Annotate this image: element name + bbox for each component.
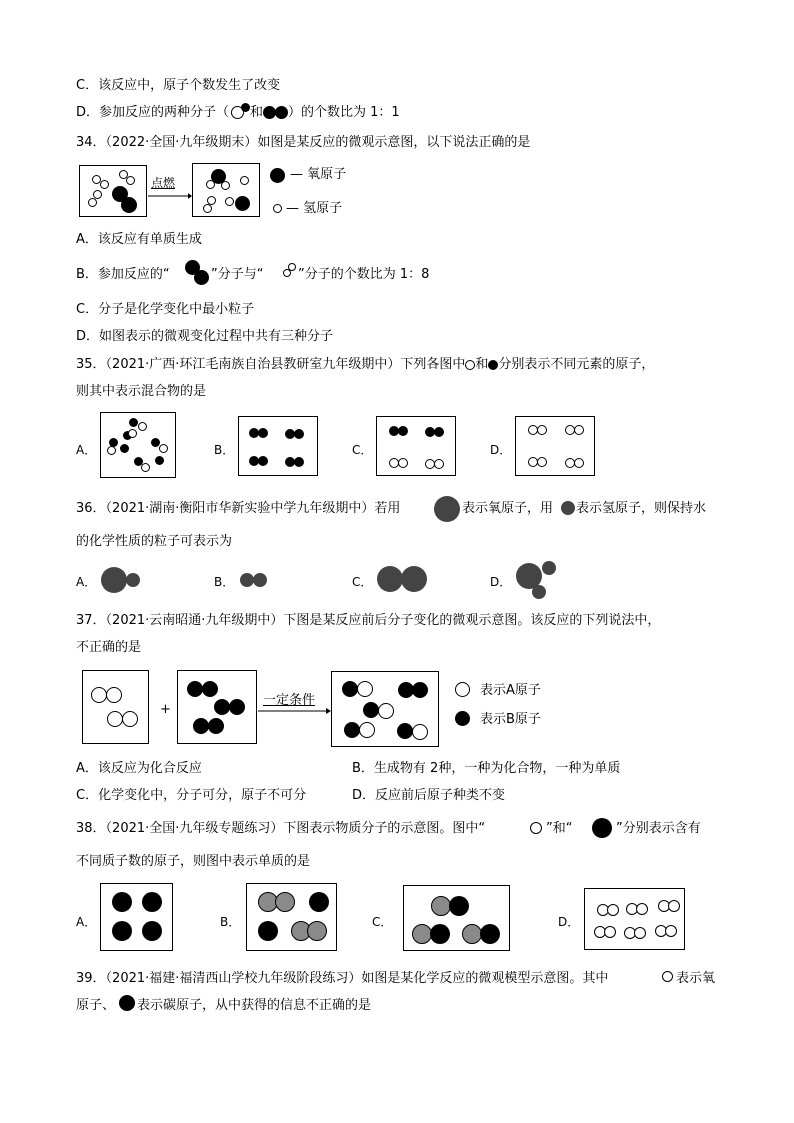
black-atom-icon <box>592 818 612 838</box>
q35-label-b: B． <box>214 443 235 457</box>
white-atom-icon <box>141 463 150 472</box>
q33-option-d <box>76 104 400 122</box>
white-atom-icon <box>465 360 475 370</box>
q37-option-a: A．该反应为化合反应 <box>76 761 202 776</box>
q38-stem-line2: 不同质子数的原子，则图中表示单质的是 <box>76 854 311 869</box>
black-atom-icon <box>121 197 137 213</box>
black-atom-icon <box>434 427 444 437</box>
q35-label-d: D． <box>490 443 512 457</box>
hydrogen-atom-icon <box>542 561 556 575</box>
white-atom-icon <box>221 181 230 190</box>
black-atom-icon <box>258 921 278 941</box>
q36-stem-line2: 的化学性质的粒子可表示为 <box>76 534 233 549</box>
white-atom-icon <box>530 822 542 834</box>
q36-label-c: C． <box>352 575 373 589</box>
white-atom-icon <box>203 204 212 213</box>
q37-reaction-arrow <box>258 707 332 715</box>
q38-option-c-box[interactable] <box>403 885 510 951</box>
carbon-atom-icon <box>119 995 135 1011</box>
q37-legend-a: 表示A原子 <box>480 683 541 698</box>
white-atom-icon <box>91 687 107 703</box>
q34-legend-hydrogen: — 氢原子 <box>286 201 343 216</box>
q35-stem-and: 和 <box>475 357 489 372</box>
white-atom-icon <box>100 180 109 189</box>
black-atom-icon <box>294 457 304 467</box>
black-atom-icon <box>294 429 304 439</box>
q35-label-c: C． <box>352 443 373 457</box>
white-atom-icon <box>574 458 584 468</box>
q35-option-c-box[interactable] <box>376 416 456 476</box>
black-atom-icon <box>488 360 498 370</box>
black-atom-icon <box>194 270 209 285</box>
q37-stem-line1: 37．（2021·云南昭通·九年级期中）下图是某反应前后分子变化的微观示意图。该反应的下列说法中， <box>76 613 661 628</box>
q36-option-b-molecule[interactable] <box>240 573 254 587</box>
q39-stem-line2: 表示碳原子，从中获得的信息不正确的是 <box>137 998 372 1013</box>
black-atom-icon <box>187 681 203 697</box>
q35-option-d-box[interactable] <box>515 416 595 476</box>
black-atom-icon <box>112 921 132 941</box>
white-atom-icon <box>607 904 619 916</box>
black-atom-icon <box>142 892 162 912</box>
oxygen-atom-icon <box>401 566 427 592</box>
black-atom-icon <box>241 103 250 112</box>
black-atom-icon <box>142 921 162 941</box>
hydrogen-atom-icon <box>253 573 267 587</box>
black-atom-icon <box>120 444 129 453</box>
q34-reactants-box <box>79 165 147 217</box>
q39-stem-line2-prefix: 原子、 <box>76 998 116 1013</box>
white-atom-icon <box>378 703 394 719</box>
gray-atom-icon <box>275 892 295 912</box>
white-atom-icon <box>668 900 680 912</box>
white-atom-icon <box>537 425 547 435</box>
white-atom-icon <box>138 422 147 431</box>
black-atom-icon <box>155 456 164 465</box>
white-atom-icon <box>359 722 375 738</box>
q34-arrow-label: 点燃 <box>151 176 176 190</box>
hydrogen-atom-icon <box>561 501 575 515</box>
black-atom-icon <box>275 106 288 119</box>
q33-option-d-suffix: ）的个数比为 1：1 <box>288 105 400 120</box>
white-atom-icon <box>240 176 249 185</box>
q38-option-d-box[interactable] <box>584 888 685 950</box>
q37-stem-line2: 不正确的是 <box>76 640 142 655</box>
white-atom-icon <box>604 926 616 938</box>
white-atom-icon <box>122 711 138 727</box>
hydrogen-atom-icon <box>126 573 140 587</box>
b-atom-legend-icon <box>455 711 470 726</box>
q34-products-box <box>192 163 260 217</box>
white-atom-icon <box>107 446 116 455</box>
q39-stem-line1: 39．（2021·福建·福清西山学校九年级阶段练习）如图是某化学反应的微观模型示意图。其中 <box>76 971 609 986</box>
q38-stem-line1: 38．（2021·全国·九年级专题练习）下图表示物质分子的示意图。图中“ <box>76 821 486 836</box>
black-atom-icon <box>412 682 428 698</box>
q37-reactant-b-box <box>177 670 257 744</box>
a-atom-legend-icon <box>455 682 470 697</box>
q35-stem-prefix: 35．（2021·广西·环江毛南族自治县教研室九年级期中）下列各图中 <box>76 357 466 372</box>
white-atom-icon <box>126 176 135 185</box>
q37-products-box <box>331 671 439 747</box>
q38-stem-mid: ”和“ <box>546 821 573 836</box>
white-atom-icon <box>206 180 215 189</box>
q38-label-d: D． <box>558 915 580 929</box>
gray-atom-icon <box>412 924 432 944</box>
white-atom-icon <box>636 903 648 915</box>
black-atom-icon <box>202 681 218 697</box>
oxygen-atom-icon <box>434 496 460 522</box>
q37-reactant-a-box <box>82 670 149 744</box>
q34-option-c: C．分子是化学变化中最小粒子 <box>76 302 255 317</box>
white-atom-icon <box>537 457 547 467</box>
q34-stem: 34．（2022·全国·九年级期末）如图是某反应的微观示意图，以下说法正确的是 <box>76 135 531 150</box>
q33-option-d-prefix: D．参加反应的两种分子（ <box>76 105 230 120</box>
q34-option-b-suffix: ”分子的个数比为 1：8 <box>298 267 430 282</box>
black-atom-icon <box>129 418 138 427</box>
q36-label-d: D． <box>490 575 512 589</box>
q38-stem-suffix: ”分别表示含有 <box>616 821 701 836</box>
black-atom-icon <box>449 896 469 916</box>
white-atom-icon <box>106 687 122 703</box>
gray-atom-icon <box>462 924 482 944</box>
black-atom-icon <box>344 722 360 738</box>
q33-option-d-and: 和 <box>250 105 264 120</box>
q36-stem-line1: 36．（2021·湖南·衡阳市华新实验中学九年级期中）若用 <box>76 501 401 516</box>
black-atom-icon <box>112 892 132 912</box>
q38-option-b-box[interactable] <box>246 883 337 951</box>
q39-stem-suffix: 表示氧 <box>676 971 716 986</box>
black-atom-icon <box>208 718 224 734</box>
oxygen-atom-icon <box>662 971 673 982</box>
white-atom-icon <box>434 459 444 469</box>
black-atom-icon <box>214 699 230 715</box>
q35-label-a: A． <box>76 443 97 457</box>
white-atom-icon <box>412 724 428 740</box>
oxygen-legend-icon <box>270 168 285 183</box>
q33-option-c: C．该反应中，原子个数发生了改变 <box>76 78 281 93</box>
q35-option-a-box[interactable] <box>100 412 176 478</box>
white-atom-icon <box>574 425 584 435</box>
black-atom-icon <box>398 426 408 436</box>
white-atom-icon <box>398 458 408 468</box>
black-atom-icon <box>258 428 268 438</box>
black-atom-icon <box>342 681 358 697</box>
q35-option-b-box[interactable] <box>238 416 318 476</box>
q37-option-d: D．反应前后原子种类不变 <box>352 788 506 803</box>
white-atom-icon <box>357 681 373 697</box>
gray-atom-icon <box>307 921 327 941</box>
white-atom-icon <box>283 269 291 277</box>
q38-option-a-box[interactable] <box>100 883 173 951</box>
q37-option-b: B．生成物有 2种，一种为化合物，一种为单质 <box>352 761 621 776</box>
white-atom-icon <box>634 927 646 939</box>
hydrogen-legend-icon <box>273 204 282 213</box>
black-atom-icon <box>309 892 329 912</box>
q36-label-b: B． <box>214 575 235 589</box>
q36-stem-suffix: 表示氢原子，则保持水 <box>576 501 707 516</box>
black-atom-icon <box>258 456 268 466</box>
q37-legend-b: 表示B原子 <box>480 712 541 727</box>
q38-label-a: A． <box>76 915 97 929</box>
q34-reaction-arrow <box>148 192 192 200</box>
white-atom-icon <box>107 711 123 727</box>
hydrogen-atom-icon <box>532 585 546 599</box>
white-atom-icon <box>88 198 97 207</box>
black-atom-icon <box>229 699 245 715</box>
q35-stem-line2: 则其中表示混合物的是 <box>76 384 207 399</box>
black-atom-icon <box>480 924 500 944</box>
white-atom-icon <box>159 444 168 453</box>
q37-arrow-label: 一定条件 <box>263 693 316 708</box>
q36-stem-mid: 表示氧原子，用 <box>462 501 554 516</box>
q34-option-d: D．如图表示的微观变化过程中共有三种分子 <box>76 329 334 344</box>
black-atom-icon <box>363 702 379 718</box>
black-atom-icon <box>235 196 250 211</box>
q34-option-b-mid: ”分子与“ <box>211 267 264 282</box>
black-atom-icon <box>397 723 413 739</box>
q35-stem-suffix: 分别表示不同元素的原子， <box>498 357 655 372</box>
white-atom-icon <box>128 429 137 438</box>
q37-option-c: C．化学变化中，分子可分，原子不可分 <box>76 788 307 803</box>
black-atom-icon <box>430 924 450 944</box>
white-atom-icon <box>225 197 234 206</box>
q36-label-a: A． <box>76 575 97 589</box>
gray-atom-icon <box>431 896 451 916</box>
q37-plus-sign: + <box>160 702 171 717</box>
q36-option-a-molecule[interactable] <box>101 567 127 593</box>
q35-stem-line1 <box>76 356 654 374</box>
q34-legend-oxygen: — 氧原子 <box>290 167 347 182</box>
q34-option-a: A．该反应有单质生成 <box>76 232 202 247</box>
q38-label-c: C． <box>372 915 393 929</box>
q38-label-b: B． <box>220 915 241 929</box>
q34-option-b: B．参加反应的“ <box>76 267 170 282</box>
black-atom-icon <box>193 718 209 734</box>
white-atom-icon <box>665 925 677 937</box>
q36-option-c-molecule[interactable] <box>377 566 403 592</box>
